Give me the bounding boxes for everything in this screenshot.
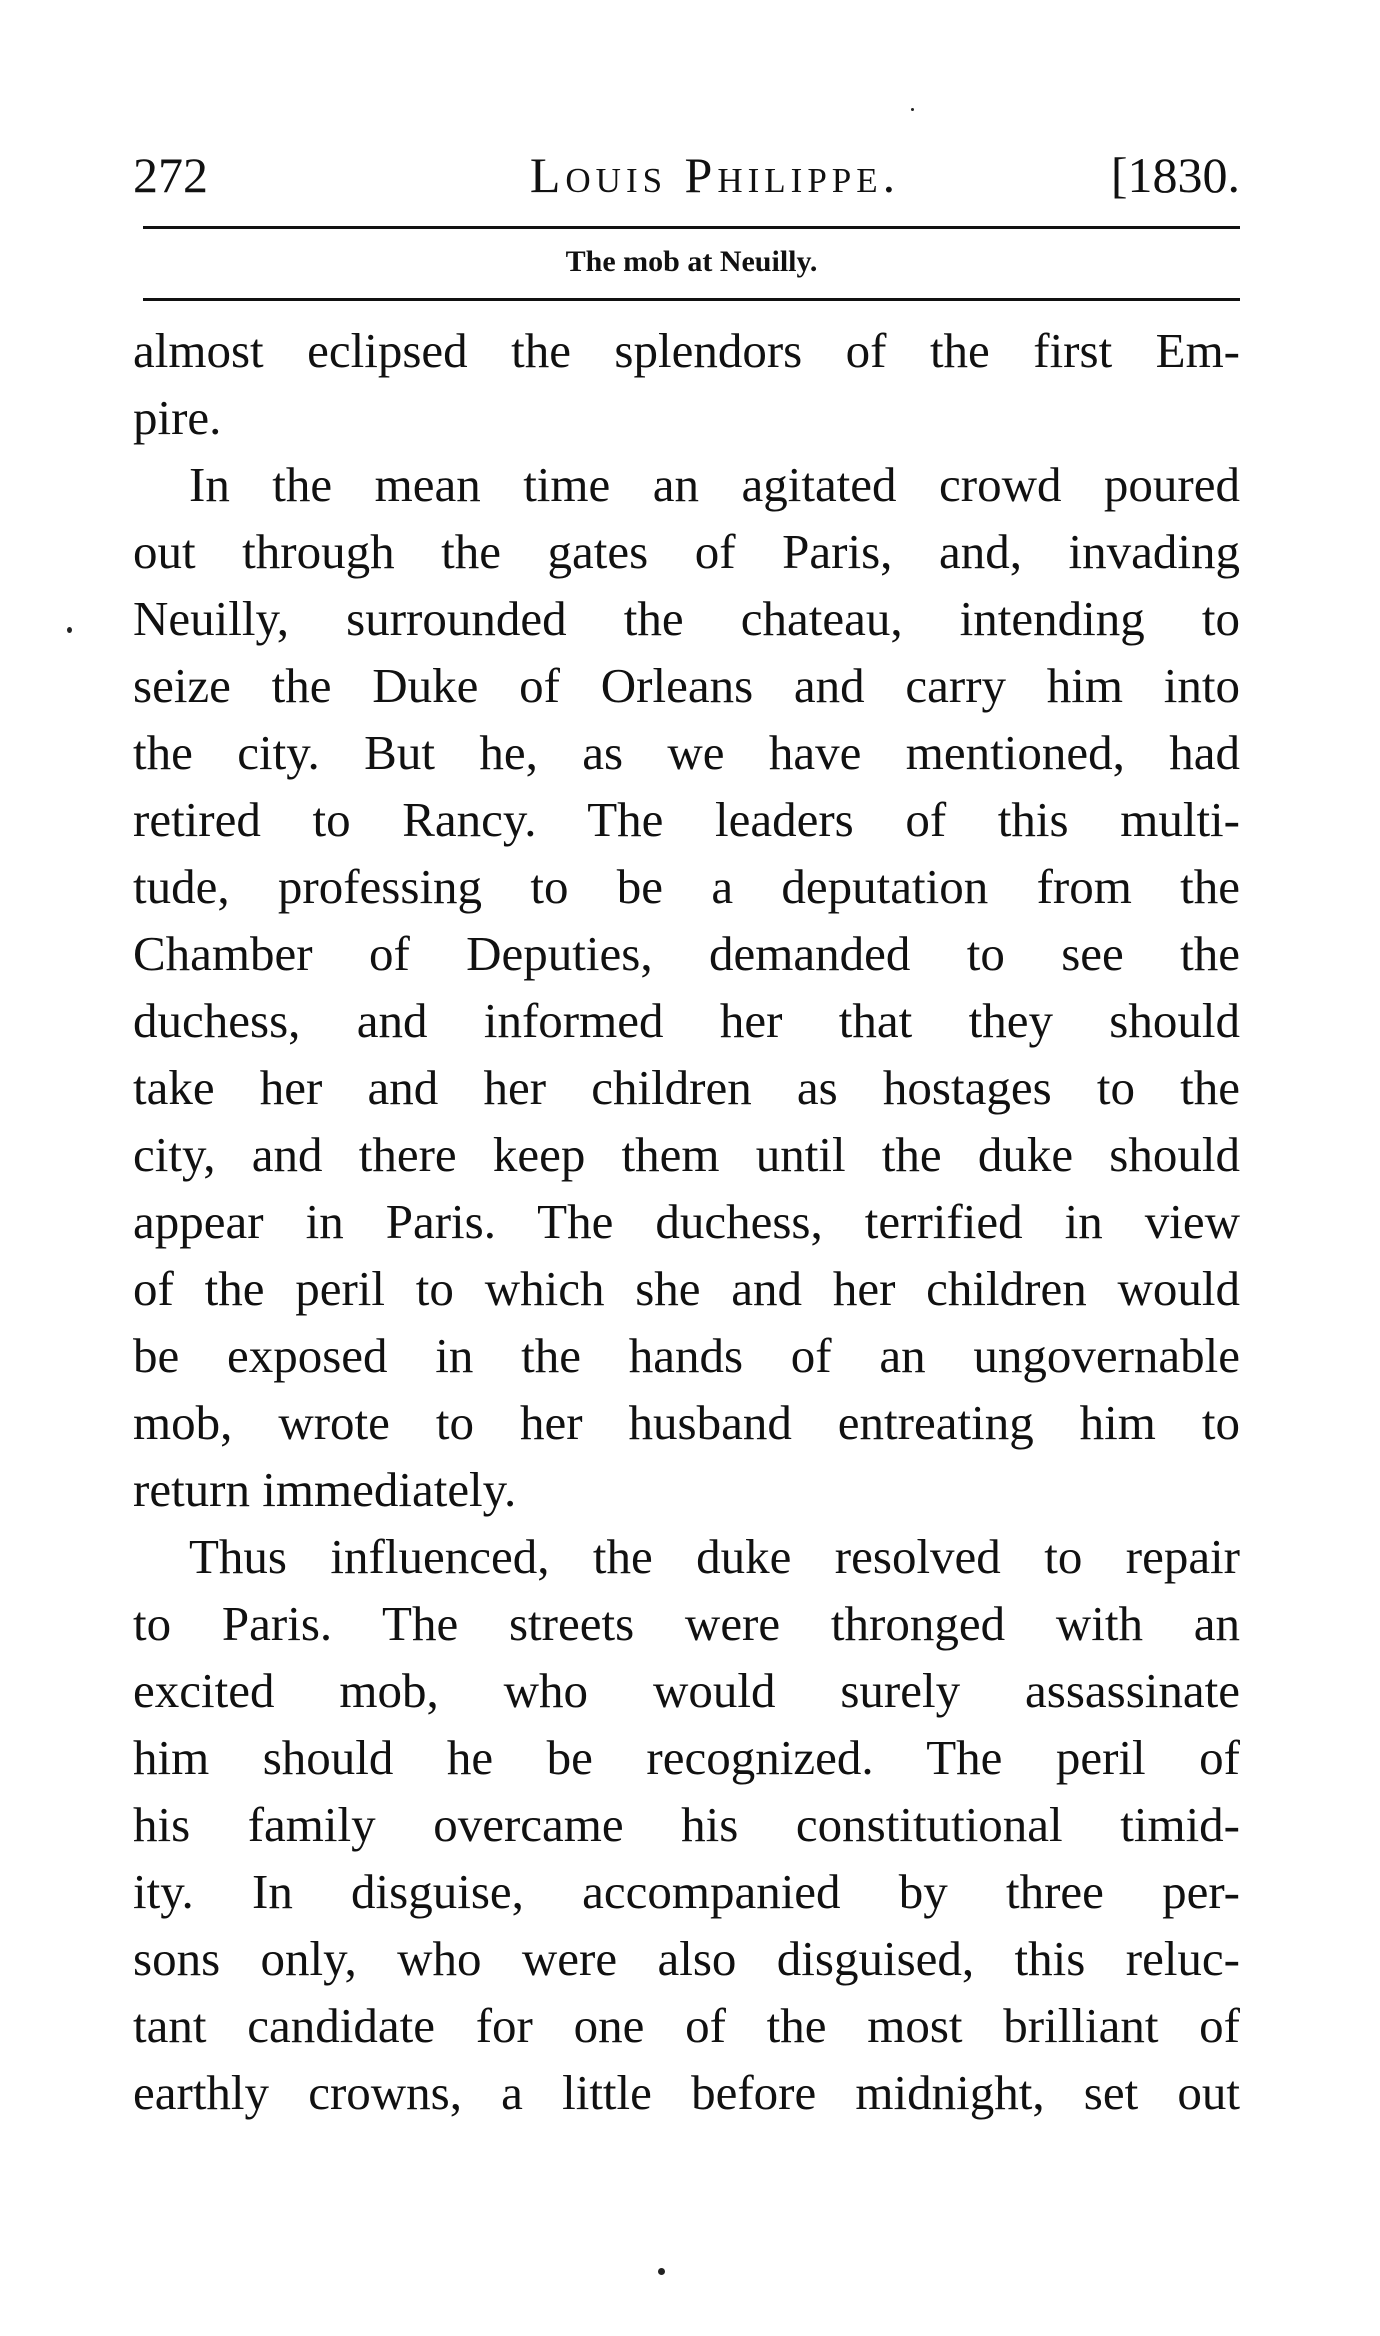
text-line: sons only, who were also disguised, this reluc- [133, 1931, 1240, 1986]
text-line: take her and her children as hostages to the [133, 1060, 1240, 1115]
text-line: retired to Rancy. The leaders of this multi- [133, 792, 1240, 847]
text-line: appear in Paris. The duchess, terrified in view [133, 1194, 1240, 1249]
text-line: city, and there keep them until the duke should [133, 1127, 1240, 1182]
text-line: Neuilly, surrounded the chateau, intending to [133, 591, 1240, 646]
text-line: tant candidate for one of the most brilliant of [133, 1998, 1240, 2053]
text-line: be exposed in the hands of an ungovernable [133, 1328, 1240, 1383]
section-subhead: The mob at Neuilly. [565, 245, 818, 278]
text-line: pire. [133, 390, 222, 445]
text-line: ity. In disguise, accompanied by three per- [133, 1864, 1240, 1919]
text-line: return immediately. [133, 1462, 517, 1517]
book-title: Louis Philippe. [529, 147, 901, 203]
text-line: excited mob, who would surely assassinate [133, 1663, 1240, 1718]
ink-speck [911, 108, 914, 111]
text-line: Chamber of Deputies, demanded to see the [133, 926, 1240, 981]
text-line: of the peril to which she and her children would [133, 1261, 1240, 1316]
ink-speck [658, 2268, 665, 2275]
text-line: to Paris. The streets were thronged with an [133, 1596, 1240, 1651]
ink-speck [67, 627, 72, 633]
text-line: seize the Duke of Orleans and carry him into [133, 658, 1240, 713]
text-line: almost eclipsed the splendors of the first Em- [133, 323, 1240, 378]
text-line: Thus influenced, the duke resolved to repair [189, 1529, 1240, 1584]
text-line: out through the gates of Paris, and, invading [133, 524, 1240, 579]
body-text [133, 317, 1240, 2126]
text-line: him should he be recognized. The peril of [133, 1730, 1240, 1785]
text-line: In the mean time an agitated crowd poured [189, 457, 1240, 512]
chapter-year: [1830. [1110, 147, 1240, 203]
header-rule-bottom [143, 298, 1240, 301]
running-head [133, 140, 1240, 210]
header-rule-top [143, 226, 1240, 229]
text-line: duchess, and informed her that they should [133, 993, 1240, 1048]
text-line: his family overcame his constitutional timid- [133, 1797, 1240, 1852]
text-line: mob, wrote to her husband entreating him to [133, 1395, 1240, 1450]
page-number: 272 [133, 147, 208, 203]
text-line: the city. But he, as we have mentioned, had [133, 725, 1240, 780]
text-line: tude, professing to be a deputation from the [133, 859, 1240, 914]
text-line: earthly crowns, a little before midnight, set out [133, 2065, 1240, 2120]
